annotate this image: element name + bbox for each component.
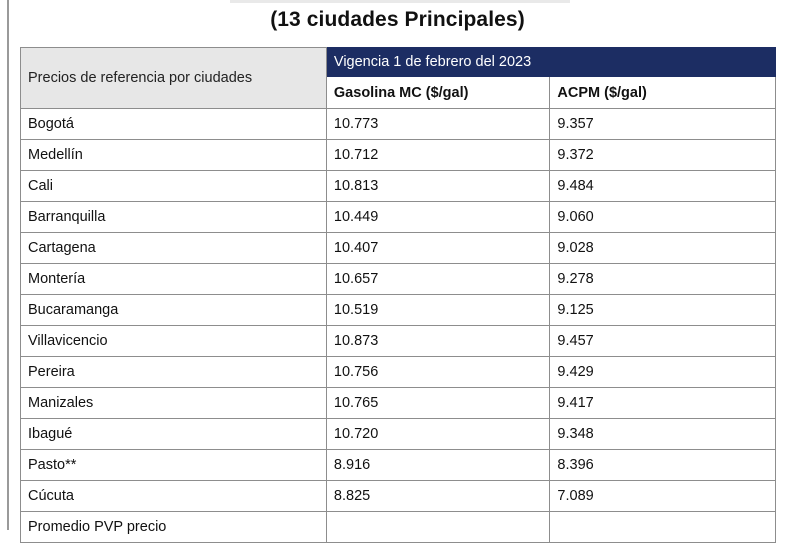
gasoline-price-cell: 10.720 xyxy=(326,419,550,450)
footer-gas-cell xyxy=(326,512,550,543)
acpm-price-cell: 9.372 xyxy=(550,140,776,171)
gasoline-price-cell: 8.825 xyxy=(326,481,550,512)
fuel-price-table xyxy=(20,47,776,543)
city-cell: Cartagena xyxy=(21,233,327,264)
acpm-price-cell: 8.396 xyxy=(550,450,776,481)
city-cell: Medellín xyxy=(21,140,327,171)
table-row xyxy=(21,326,776,357)
gasoline-price-cell: 10.873 xyxy=(326,326,550,357)
table-row xyxy=(21,171,776,202)
header-period: Vigencia 1 de febrero del 2023 xyxy=(326,48,775,77)
city-cell: Ibagué xyxy=(21,419,327,450)
header-gasoline: Gasolina MC ($/gal) xyxy=(326,77,550,109)
acpm-price-cell: 9.060 xyxy=(550,202,776,233)
city-cell: Pereira xyxy=(21,357,327,388)
acpm-price-cell: 9.429 xyxy=(550,357,776,388)
gasoline-price-cell: 10.712 xyxy=(326,140,550,171)
city-cell: Manizales xyxy=(21,388,327,419)
gasoline-price-cell: 10.756 xyxy=(326,357,550,388)
footer-acpm-cell xyxy=(550,512,776,543)
city-cell: Bucaramanga xyxy=(21,295,327,326)
gasoline-price-cell: 10.813 xyxy=(326,171,550,202)
city-cell: Pasto** xyxy=(21,450,327,481)
city-cell: Cali xyxy=(21,171,327,202)
acpm-price-cell: 7.089 xyxy=(550,481,776,512)
gasoline-price-cell: 10.773 xyxy=(326,109,550,140)
gasoline-price-cell: 10.657 xyxy=(326,264,550,295)
table-row xyxy=(21,419,776,450)
table-row xyxy=(21,264,776,295)
acpm-price-cell: 9.125 xyxy=(550,295,776,326)
acpm-price-cell: 9.457 xyxy=(550,326,776,357)
table-row xyxy=(21,357,776,388)
cropped-heading-remnant xyxy=(230,0,570,3)
acpm-price-cell: 9.278 xyxy=(550,264,776,295)
acpm-price-cell: 9.028 xyxy=(550,233,776,264)
table-row xyxy=(21,202,776,233)
city-cell: Villavicencio xyxy=(21,326,327,357)
acpm-price-cell: 9.484 xyxy=(550,171,776,202)
city-cell: Cúcuta xyxy=(21,481,327,512)
table-row xyxy=(21,233,776,264)
acpm-price-cell: 9.357 xyxy=(550,109,776,140)
table-row xyxy=(21,450,776,481)
table-row xyxy=(21,388,776,419)
table-row xyxy=(21,295,776,326)
city-cell: Montería xyxy=(21,264,327,295)
gasoline-price-cell: 10.407 xyxy=(326,233,550,264)
city-cell: Barranquilla xyxy=(21,202,327,233)
table-body xyxy=(21,109,776,512)
header-city: Precios de referencia por ciudades xyxy=(21,48,327,109)
footer-label: Promedio PVP precio xyxy=(21,512,327,543)
page-edge-rule xyxy=(7,0,9,530)
table-row-footer xyxy=(21,512,776,543)
gasoline-price-cell: 8.916 xyxy=(326,450,550,481)
city-cell: Bogotá xyxy=(21,109,327,140)
gasoline-price-cell: 10.519 xyxy=(326,295,550,326)
table-row xyxy=(21,140,776,171)
gasoline-price-cell: 10.449 xyxy=(326,202,550,233)
table-row xyxy=(21,109,776,140)
acpm-price-cell: 9.417 xyxy=(550,388,776,419)
page-title: (13 ciudades Principales) xyxy=(270,8,525,31)
header-acpm: ACPM ($/gal) xyxy=(550,77,776,109)
gasoline-price-cell: 10.765 xyxy=(326,388,550,419)
acpm-price-cell: 9.348 xyxy=(550,419,776,450)
table-row xyxy=(21,481,776,512)
